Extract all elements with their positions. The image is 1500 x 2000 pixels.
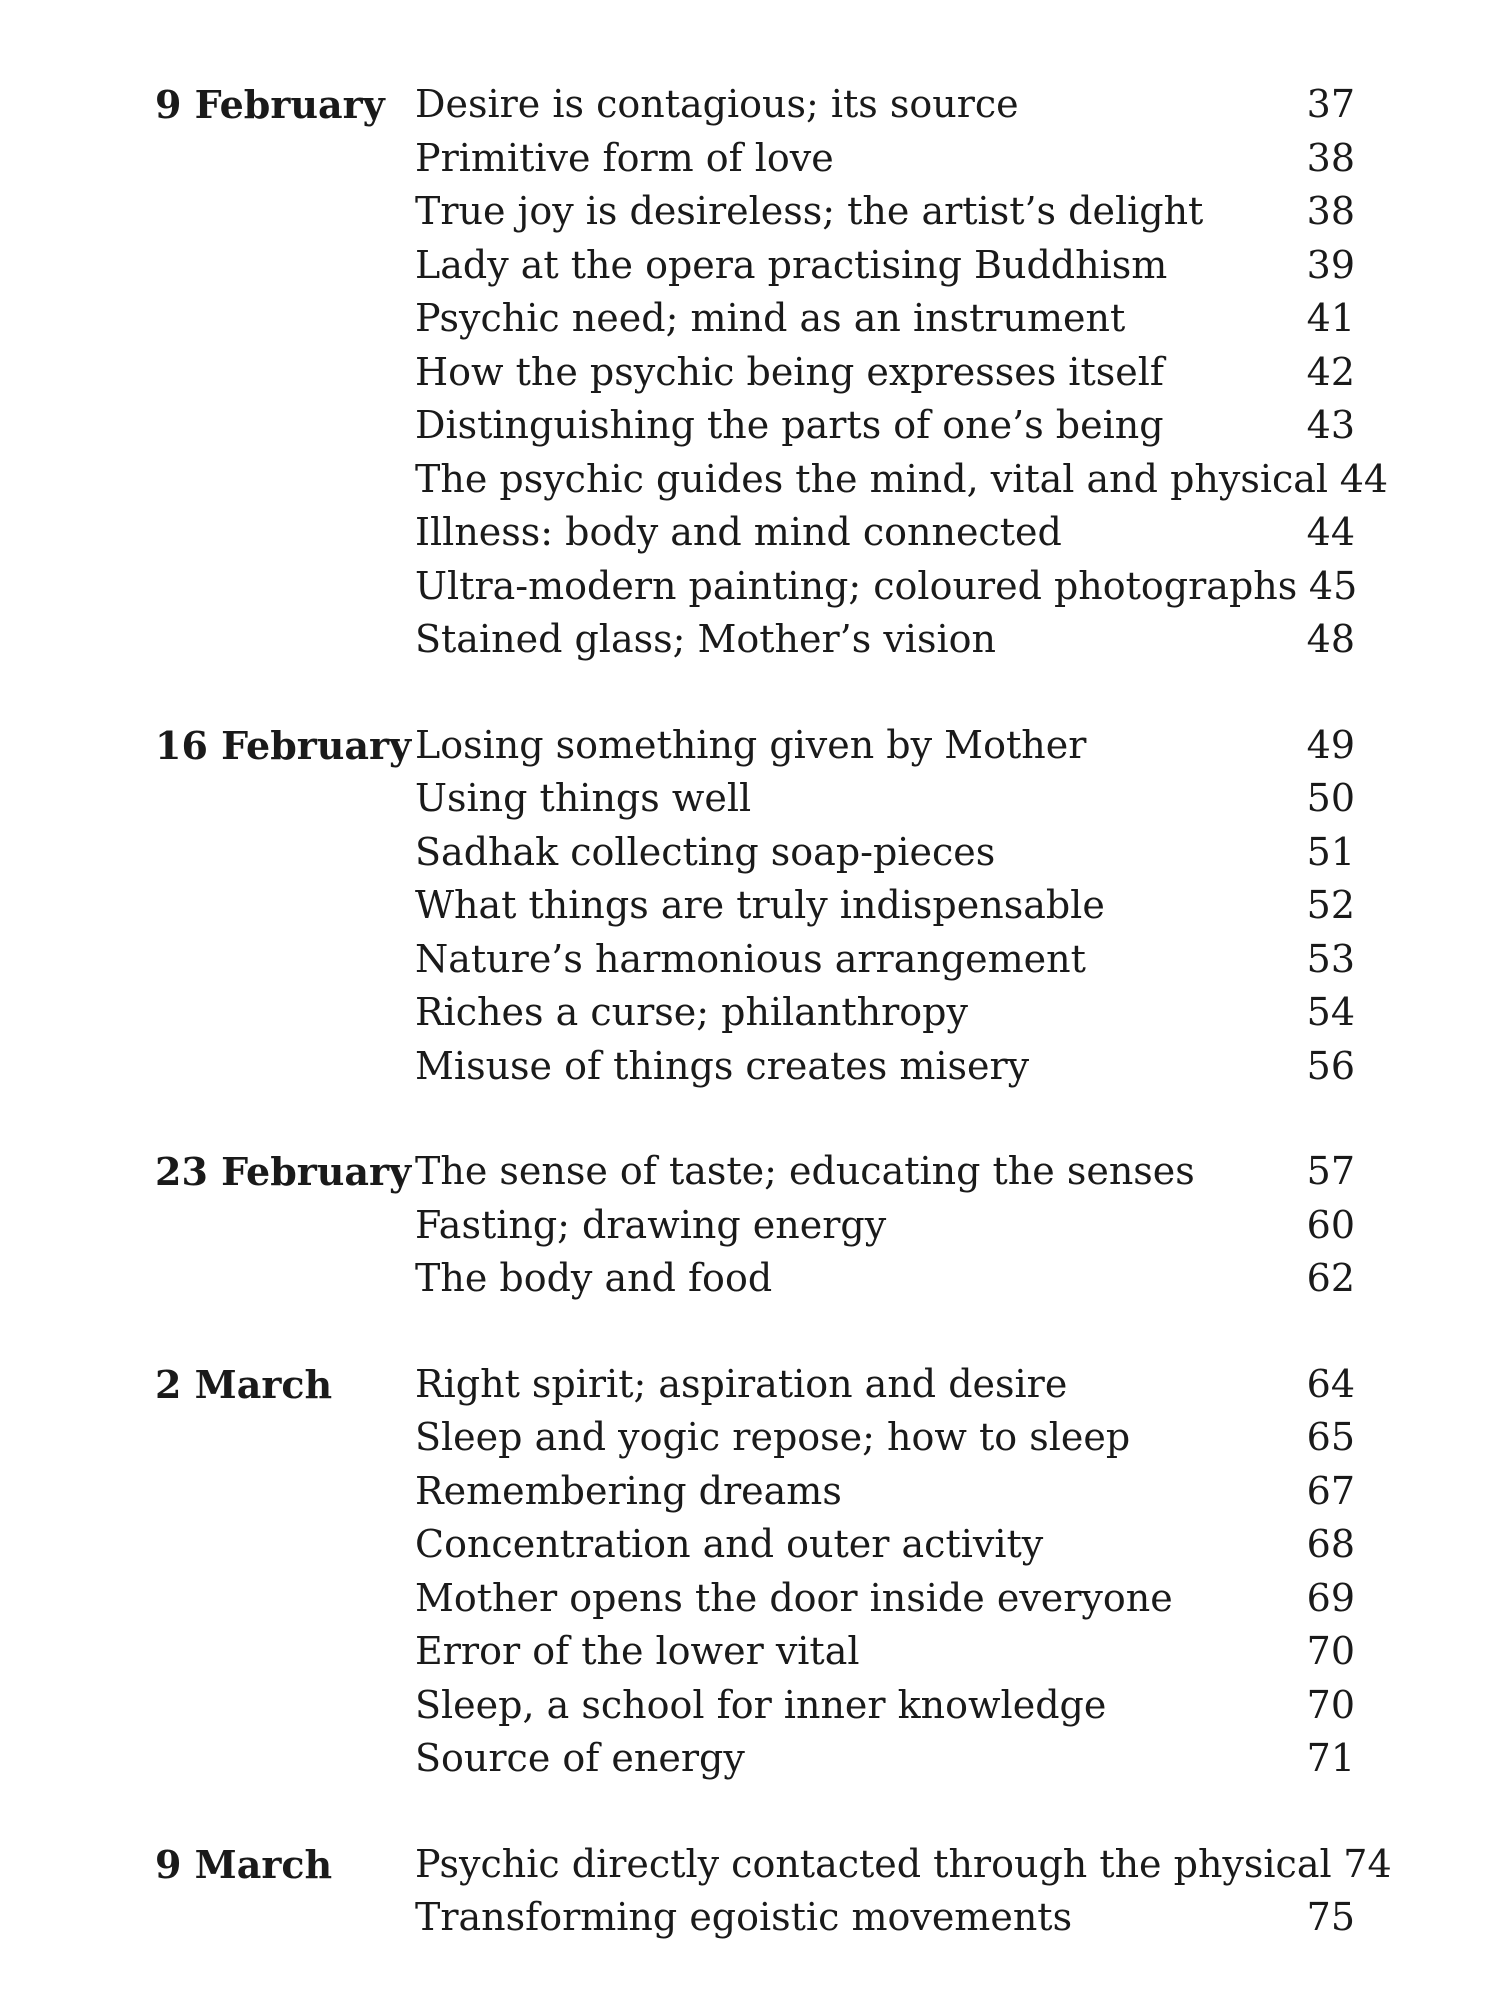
toc-entry xyxy=(415,1145,1355,1199)
entry-page-number: 75 xyxy=(1306,1895,1355,1939)
entry-title: Misuse of things creates misery xyxy=(415,1043,1030,1088)
entry-page-number: 64 xyxy=(1306,1361,1355,1406)
entry-page-number: 67 xyxy=(1306,1468,1355,1513)
toc-entry xyxy=(415,506,1355,560)
entry-title: Primitive form of love xyxy=(415,135,834,180)
toc-entry xyxy=(415,1732,1355,1786)
toc-section xyxy=(155,719,1355,1094)
entry-page-number: 43 xyxy=(1306,403,1355,447)
section-date: 2 March xyxy=(155,1361,333,1407)
entry-page-number: 70 xyxy=(1306,1682,1355,1727)
toc-entry xyxy=(415,1199,1355,1253)
entry-title: Using things well xyxy=(415,776,752,820)
entry-list xyxy=(415,78,1389,667)
entry-page-number: 54 xyxy=(1306,990,1355,1034)
entry-title: Psychic need; mind as an instrument xyxy=(415,296,1126,340)
entry-page-number: 70 xyxy=(1306,1629,1355,1673)
entry-list xyxy=(415,719,1355,1094)
entry-page-number: 68 xyxy=(1306,1522,1355,1566)
entry-title: Sleep and yogic repose; how to sleep xyxy=(415,1415,1131,1459)
toc-entry xyxy=(415,719,1355,773)
toc-section xyxy=(155,78,1389,667)
toc-entry xyxy=(415,1465,1355,1519)
toc-section xyxy=(155,1145,1355,1306)
entry-title: Psychic directly contacted through the physical xyxy=(415,1841,1332,1886)
entry-page-number: 41 xyxy=(1306,296,1355,340)
entry-page-number: 56 xyxy=(1306,1043,1355,1088)
toc-entry xyxy=(415,986,1355,1040)
entry-title: Concentration and outer activity xyxy=(415,1522,1044,1566)
toc-entry xyxy=(415,132,1355,186)
entry-title: Transforming egoistic movements xyxy=(415,1895,1073,1939)
entry-title: True joy is desireless; the artist’s delight xyxy=(415,189,1204,233)
entry-title: Remembering dreams xyxy=(415,1468,842,1513)
toc-section xyxy=(155,1358,1355,1786)
toc-entry xyxy=(415,399,1355,453)
entry-title: The body and food xyxy=(415,1256,773,1300)
entry-page-number: 53 xyxy=(1306,936,1355,981)
entry-title: Nature’s harmonious arrangement xyxy=(415,936,1086,981)
toc-entry xyxy=(415,1679,1355,1733)
entry-page-number: 51 xyxy=(1306,829,1355,874)
entry-page-number: 50 xyxy=(1306,776,1355,820)
toc-entry xyxy=(415,1838,1392,1892)
toc-entry xyxy=(415,1040,1355,1094)
entry-title: Mother opens the door inside everyone xyxy=(415,1575,1173,1620)
entry-title: Right spirit; aspiration and desire xyxy=(415,1361,1068,1406)
entry-title: Fasting; drawing energy xyxy=(415,1202,887,1247)
toc-entry xyxy=(415,292,1355,346)
toc-entry xyxy=(415,1891,1355,1945)
entry-list xyxy=(415,1838,1392,1945)
entry-page-number: 45 xyxy=(1308,563,1358,608)
section-date: 23 February xyxy=(155,1149,412,1194)
toc-section xyxy=(155,1838,1392,1945)
entry-title: The psychic guides the mind, vital and physical xyxy=(415,456,1329,501)
entry-page-number: 38 xyxy=(1306,189,1355,233)
entry-page-number: 65 xyxy=(1306,1415,1355,1459)
entry-page-number: 37 xyxy=(1306,82,1355,126)
table-of-contents xyxy=(155,78,1392,1997)
section-date: 16 February xyxy=(155,722,412,768)
toc-entry xyxy=(415,933,1355,987)
toc-entry xyxy=(415,1252,1355,1306)
entry-title: Riches a curse; philanthropy xyxy=(415,990,968,1034)
entry-page-number: 44 xyxy=(1339,456,1389,501)
entry-title: What things are truly indispensable xyxy=(415,883,1105,927)
toc-entry xyxy=(415,1625,1355,1679)
toc-entry xyxy=(415,1411,1355,1465)
toc-entry xyxy=(415,346,1355,400)
toc-entry xyxy=(415,185,1355,239)
toc-entry xyxy=(415,826,1355,880)
entry-page-number: 74 xyxy=(1343,1841,1392,1886)
toc-entry xyxy=(415,1358,1355,1412)
entry-title: Ultra-modern painting; coloured photographs xyxy=(415,563,1298,608)
entry-title: Illness: body and mind connected xyxy=(415,510,1062,554)
entry-page-number: 42 xyxy=(1306,349,1355,394)
entry-page-number: 52 xyxy=(1306,883,1355,927)
toc-entry xyxy=(415,1572,1355,1626)
toc-entry xyxy=(415,879,1355,933)
entry-title: Sadhak collecting soap-pieces xyxy=(415,829,996,874)
entry-page-number: 39 xyxy=(1306,242,1355,287)
toc-entry xyxy=(415,1518,1355,1572)
section-date: 9 March xyxy=(155,1841,333,1887)
entry-page-number: 49 xyxy=(1306,722,1355,767)
toc-entry xyxy=(415,453,1389,507)
entry-title: Desire is contagious; its source xyxy=(415,82,1019,126)
entry-title: Stained glass; Mother’s vision xyxy=(415,617,996,661)
entry-title: Losing something given by Mother xyxy=(415,722,1087,767)
toc-entry xyxy=(415,239,1355,293)
toc-entry xyxy=(415,78,1355,132)
entry-title: Lady at the opera practising Buddhism xyxy=(415,242,1168,287)
entry-page-number: 38 xyxy=(1306,135,1355,180)
entry-page-number: 71 xyxy=(1306,1736,1355,1780)
entry-title: The sense of taste; educating the senses xyxy=(415,1149,1195,1193)
entry-page-number: 57 xyxy=(1306,1149,1355,1193)
entry-page-number: 62 xyxy=(1306,1256,1355,1300)
entry-page-number: 44 xyxy=(1306,510,1355,554)
entry-title: How the psychic being expresses itself xyxy=(415,349,1164,394)
entry-page-number: 69 xyxy=(1306,1575,1355,1620)
entry-title: Error of the lower vital xyxy=(415,1629,860,1673)
entry-title: Distinguishing the parts of one’s being xyxy=(415,403,1164,447)
toc-entry xyxy=(415,772,1355,826)
entry-list xyxy=(415,1358,1355,1786)
entry-title: Sleep, a school for inner knowledge xyxy=(415,1682,1107,1727)
entry-page-number: 60 xyxy=(1306,1202,1355,1247)
entry-title: Source of energy xyxy=(415,1736,745,1780)
entry-page-number: 48 xyxy=(1306,617,1355,661)
toc-entry xyxy=(415,613,1355,667)
section-date: 9 February xyxy=(155,82,385,127)
toc-entry xyxy=(415,560,1358,614)
entry-list xyxy=(415,1145,1355,1306)
